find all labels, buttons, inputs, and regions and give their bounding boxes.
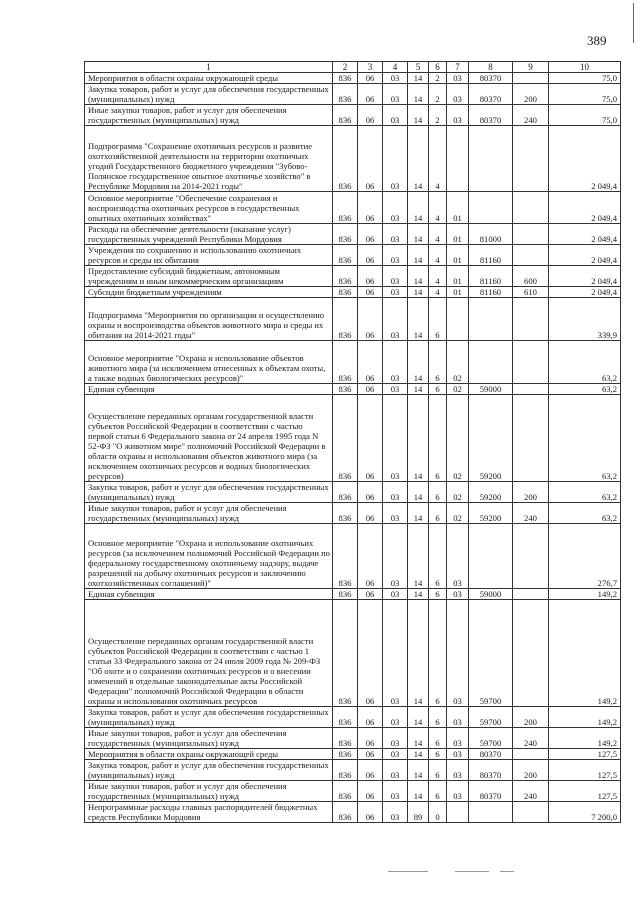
- code-cell: [513, 341, 549, 384]
- code-cell: 06: [358, 73, 383, 84]
- code-cell: 14: [408, 589, 429, 600]
- code-cell: 06: [358, 482, 383, 503]
- code-cell: 836: [333, 287, 358, 298]
- code-cell: 03: [383, 589, 408, 600]
- row-name-cell: Закупка товаров, работ и услуг для обеспечения государственных (муниципальных) нужд: [85, 482, 333, 503]
- code-cell: [469, 126, 513, 192]
- code-cell: 03: [383, 73, 408, 84]
- code-cell: 14: [408, 126, 429, 192]
- amount-cell: 149,2: [549, 707, 621, 728]
- row-name-cell: Расходы на обеспечение деятельности (оказание услуг) государственных учреждений Республики Мордовия: [85, 224, 333, 245]
- column-header: 9: [513, 62, 549, 73]
- code-cell: 06: [358, 395, 383, 482]
- code-cell: [447, 802, 469, 823]
- code-cell: 6: [429, 395, 447, 482]
- code-cell: 14: [408, 298, 429, 341]
- code-cell: 59700: [469, 728, 513, 749]
- amount-cell: 63,2: [549, 341, 621, 384]
- code-cell: 14: [408, 395, 429, 482]
- code-cell: [513, 126, 549, 192]
- amount-cell: 339,9: [549, 298, 621, 341]
- page-edge-line: [633, 3, 634, 43]
- amount-cell: 63,2: [549, 503, 621, 524]
- code-cell: 80370: [469, 105, 513, 126]
- table-row: [85, 384, 621, 395]
- code-cell: 836: [333, 760, 358, 781]
- code-cell: 01: [447, 224, 469, 245]
- code-cell: 836: [333, 84, 358, 105]
- code-cell: [513, 802, 549, 823]
- code-cell: 06: [358, 245, 383, 266]
- row-name-cell: Закупка товаров, работ и услуг для обеспечения государственных (муниципальных) нужд: [85, 760, 333, 781]
- code-cell: 836: [333, 707, 358, 728]
- code-cell: 03: [383, 384, 408, 395]
- code-cell: 14: [408, 707, 429, 728]
- code-cell: 2: [429, 105, 447, 126]
- code-cell: 03: [383, 126, 408, 192]
- code-cell: 836: [333, 503, 358, 524]
- column-header: 8: [469, 62, 513, 73]
- code-cell: 03: [447, 760, 469, 781]
- code-cell: 02: [447, 341, 469, 384]
- row-name-cell: Единая субвенция: [85, 589, 333, 600]
- code-cell: 836: [333, 105, 358, 126]
- code-cell: 200: [513, 760, 549, 781]
- code-cell: 03: [383, 341, 408, 384]
- table-row: [85, 341, 621, 384]
- code-cell: 80370: [469, 781, 513, 802]
- amount-cell: 2 049,4: [549, 126, 621, 192]
- code-cell: 03: [383, 760, 408, 781]
- amount-cell: 75,0: [549, 84, 621, 105]
- code-cell: 06: [358, 192, 383, 224]
- row-name-cell: Подпрограмма "Сохранение охотничьих ресурсов и развитие охотхозяйственной деятельности на территории охотничьих угодий Государственного бюджетного учреждения "Зубово-Полянское государственное опытное охотничье хозяйство" в Республике Мордовия на 2014-2021 годы": [85, 126, 333, 192]
- column-header: 2: [333, 62, 358, 73]
- code-cell: [469, 298, 513, 341]
- code-cell: 03: [383, 266, 408, 287]
- table-row: [85, 245, 621, 266]
- code-cell: 06: [358, 84, 383, 105]
- code-cell: 03: [383, 287, 408, 298]
- code-cell: 836: [333, 192, 358, 224]
- code-cell: 836: [333, 728, 358, 749]
- code-cell: 836: [333, 224, 358, 245]
- code-cell: 02: [447, 503, 469, 524]
- amount-cell: 127,5: [549, 760, 621, 781]
- code-cell: 14: [408, 73, 429, 84]
- amount-cell: 2 049,4: [549, 266, 621, 287]
- code-cell: 03: [383, 707, 408, 728]
- code-cell: [513, 224, 549, 245]
- amount-cell: 75,0: [549, 73, 621, 84]
- code-cell: 14: [408, 482, 429, 503]
- code-cell: 03: [447, 524, 469, 589]
- code-cell: 03: [447, 749, 469, 760]
- code-cell: 6: [429, 341, 447, 384]
- code-cell: 200: [513, 482, 549, 503]
- code-cell: 836: [333, 749, 358, 760]
- code-cell: 06: [358, 524, 383, 589]
- code-cell: 59700: [469, 707, 513, 728]
- code-cell: 6: [429, 707, 447, 728]
- column-header: 7: [447, 62, 469, 73]
- code-cell: [513, 749, 549, 760]
- amount-cell: 149,2: [549, 728, 621, 749]
- row-name-cell: Закупка товаров, работ и услуг для обеспечения государственных (муниципальных) нужд: [85, 84, 333, 105]
- code-cell: 14: [408, 781, 429, 802]
- code-cell: 06: [358, 287, 383, 298]
- code-cell: 03: [447, 728, 469, 749]
- code-cell: 81160: [469, 245, 513, 266]
- code-cell: 03: [383, 105, 408, 126]
- code-cell: 03: [383, 84, 408, 105]
- code-cell: [469, 524, 513, 589]
- code-cell: 02: [447, 482, 469, 503]
- code-cell: 6: [429, 524, 447, 589]
- code-cell: 80370: [469, 73, 513, 84]
- code-cell: 06: [358, 589, 383, 600]
- code-cell: 836: [333, 482, 358, 503]
- code-cell: 14: [408, 192, 429, 224]
- budget-table: [84, 61, 621, 823]
- code-cell: 200: [513, 84, 549, 105]
- code-cell: 01: [447, 287, 469, 298]
- code-cell: 03: [447, 73, 469, 84]
- code-cell: [469, 192, 513, 224]
- code-cell: [513, 192, 549, 224]
- code-cell: 80370: [469, 84, 513, 105]
- table-row: [85, 728, 621, 749]
- amount-cell: 63,2: [549, 482, 621, 503]
- code-cell: 03: [383, 482, 408, 503]
- code-cell: 836: [333, 600, 358, 707]
- amount-cell: 2 049,4: [549, 245, 621, 266]
- row-name-cell: Иные закупки товаров, работ и услуг для обеспечения государственных (муниципальных) нужд: [85, 503, 333, 524]
- row-name-cell: Мероприятия в области охраны окружающей среды: [85, 73, 333, 84]
- code-cell: 14: [408, 341, 429, 384]
- code-cell: 06: [358, 781, 383, 802]
- code-cell: 0: [429, 802, 447, 823]
- code-cell: 6: [429, 503, 447, 524]
- code-cell: 610: [513, 287, 549, 298]
- code-cell: 01: [447, 192, 469, 224]
- code-cell: 14: [408, 245, 429, 266]
- code-cell: 03: [383, 781, 408, 802]
- code-cell: 06: [358, 266, 383, 287]
- code-cell: 240: [513, 728, 549, 749]
- code-cell: 200: [513, 707, 549, 728]
- code-cell: 836: [333, 126, 358, 192]
- code-cell: 03: [383, 728, 408, 749]
- code-cell: 14: [408, 524, 429, 589]
- code-cell: 240: [513, 105, 549, 126]
- code-cell: 03: [383, 802, 408, 823]
- code-cell: 6: [429, 482, 447, 503]
- row-name-cell: Иные закупки товаров, работ и услуг для обеспечения государственных (муниципальных) нужд: [85, 728, 333, 749]
- code-cell: 03: [383, 524, 408, 589]
- code-cell: 81160: [469, 287, 513, 298]
- code-cell: 240: [513, 503, 549, 524]
- code-cell: [469, 802, 513, 823]
- code-cell: 03: [447, 600, 469, 707]
- code-cell: 6: [429, 600, 447, 707]
- column-header: 1: [85, 62, 333, 73]
- code-cell: 6: [429, 384, 447, 395]
- code-cell: [513, 245, 549, 266]
- code-cell: 06: [358, 600, 383, 707]
- table-row: [85, 266, 621, 287]
- code-cell: 06: [358, 503, 383, 524]
- code-cell: 03: [383, 749, 408, 760]
- code-cell: 06: [358, 384, 383, 395]
- table-row: [85, 287, 621, 298]
- code-cell: 836: [333, 341, 358, 384]
- row-name-cell: Предоставление субсидий бюджетным, автономным учреждениям и иным некоммерческим организациям: [85, 266, 333, 287]
- code-cell: 06: [358, 760, 383, 781]
- table-row: [85, 781, 621, 802]
- code-cell: 02: [447, 384, 469, 395]
- code-cell: 03: [447, 707, 469, 728]
- code-cell: 4: [429, 192, 447, 224]
- code-cell: 14: [408, 105, 429, 126]
- row-name-cell: Основное мероприятие "Обеспечение сохранения и воспроизводства охотничьих ресурсов в государственных опытных охотничьих хозяйствах": [85, 192, 333, 224]
- code-cell: 836: [333, 802, 358, 823]
- code-cell: 03: [447, 84, 469, 105]
- table-row: [85, 589, 621, 600]
- code-cell: 81000: [469, 224, 513, 245]
- row-name-cell: Субсидии бюджетным учреждениям: [85, 287, 333, 298]
- row-name-cell: Учреждения по сохранению и использованию охотничьих ресурсов и среды их обитания: [85, 245, 333, 266]
- row-name-cell: Единая субвенция: [85, 384, 333, 395]
- code-cell: 02: [447, 395, 469, 482]
- table-row: [85, 192, 621, 224]
- amount-cell: 75,0: [549, 105, 621, 126]
- code-cell: 01: [447, 245, 469, 266]
- amount-cell: 127,5: [549, 749, 621, 760]
- row-name-cell: Иные закупки товаров, работ и услуг для обеспечения государственных (муниципальных) нужд: [85, 105, 333, 126]
- code-cell: [513, 298, 549, 341]
- table-row: [85, 224, 621, 245]
- row-name-cell: Мероприятия в области охраны окружающей среды: [85, 749, 333, 760]
- row-name-cell: Основное мероприятие "Охрана и использование охотничьих ресурсов (за исключением полномочий Российской Федерации по федеральному государственному охотничьему надзору, выдаче разрешений на добычу охотничьих ресурсов и заключению охотхозяйственных соглашений)": [85, 524, 333, 589]
- table-row: [85, 707, 621, 728]
- code-cell: 89: [408, 802, 429, 823]
- code-cell: 06: [358, 341, 383, 384]
- table-row: [85, 105, 621, 126]
- code-cell: 14: [408, 760, 429, 781]
- amount-cell: 2 049,4: [549, 192, 621, 224]
- code-cell: 14: [408, 287, 429, 298]
- code-cell: 14: [408, 503, 429, 524]
- column-header: 4: [383, 62, 408, 73]
- code-cell: [513, 384, 549, 395]
- code-cell: 06: [358, 802, 383, 823]
- code-cell: 14: [408, 266, 429, 287]
- code-cell: 4: [429, 126, 447, 192]
- code-cell: 836: [333, 384, 358, 395]
- row-name-cell: Подпрограмма "Мероприятия по организации и осуществлению охраны и воспроизводства объектов животного мира и среды их обитания на 2014-2021 годы": [85, 298, 333, 341]
- code-cell: [513, 589, 549, 600]
- code-cell: 14: [408, 224, 429, 245]
- code-cell: 4: [429, 245, 447, 266]
- code-cell: 4: [429, 224, 447, 245]
- code-cell: [513, 524, 549, 589]
- column-header: 6: [429, 62, 447, 73]
- code-cell: 06: [358, 728, 383, 749]
- code-cell: 06: [358, 126, 383, 192]
- footer-mark: [388, 871, 428, 872]
- footer-mark: [455, 871, 489, 872]
- code-cell: 81160: [469, 266, 513, 287]
- code-cell: 14: [408, 749, 429, 760]
- code-cell: 80370: [469, 749, 513, 760]
- table-row: [85, 73, 621, 84]
- amount-cell: 7 200,0: [549, 802, 621, 823]
- code-cell: 6: [429, 298, 447, 341]
- code-cell: 03: [383, 224, 408, 245]
- code-cell: 2: [429, 84, 447, 105]
- code-cell: 836: [333, 245, 358, 266]
- table-row: [85, 749, 621, 760]
- table-row: [85, 482, 621, 503]
- row-name-cell: Осуществление переданных органам государственной власти субъектов Российской Федерации в соответствии с частью первой статьи 6 Федерального закона от 24 апреля 1995 года N 52-ФЗ "О животном мире" полномочий Российской Федерации в области охраны и использования объектов животного мира (за исключением охотничьих ресурсов и водных биологических ресурсов): [85, 395, 333, 482]
- code-cell: [513, 600, 549, 707]
- table-row: [85, 802, 621, 823]
- code-cell: 06: [358, 224, 383, 245]
- amount-cell: 2 049,4: [549, 224, 621, 245]
- code-cell: 240: [513, 781, 549, 802]
- amount-cell: 2 049,4: [549, 287, 621, 298]
- code-cell: 06: [358, 749, 383, 760]
- code-cell: 2: [429, 73, 447, 84]
- code-cell: 6: [429, 728, 447, 749]
- table-header-row: [85, 62, 621, 73]
- code-cell: 836: [333, 589, 358, 600]
- code-cell: 6: [429, 589, 447, 600]
- code-cell: 59200: [469, 503, 513, 524]
- code-cell: 03: [383, 192, 408, 224]
- row-name-cell: Непрограммные расходы главных распорядителей бюджетных средств Республики Мордовия: [85, 802, 333, 823]
- table-row: [85, 298, 621, 341]
- page-number: 389: [587, 33, 607, 48]
- code-cell: 03: [383, 503, 408, 524]
- row-name-cell: Осуществление переданных органам государственной власти субъектов Российской Федерации в соответствии с частью 1 статьи 33 Федерального закона от 24 июля 2009 года № 209-ФЗ "Об охоте и о сохранении охотничьих ресурсов и о внесении изменений в отдельные законодательные акты Российской Федерации" полномочий Российской Федерации в области охраны и использования охотничьих ресурсов: [85, 600, 333, 707]
- table-row: [85, 126, 621, 192]
- code-cell: 59000: [469, 384, 513, 395]
- code-cell: [447, 298, 469, 341]
- code-cell: 14: [408, 384, 429, 395]
- code-cell: 836: [333, 298, 358, 341]
- code-cell: 4: [429, 266, 447, 287]
- table-row: [85, 600, 621, 707]
- column-header: 5: [408, 62, 429, 73]
- code-cell: 4: [429, 287, 447, 298]
- code-cell: 03: [383, 600, 408, 707]
- amount-cell: 149,2: [549, 589, 621, 600]
- row-name-cell: Закупка товаров, работ и услуг для обеспечения государственных (муниципальных) нужд: [85, 707, 333, 728]
- code-cell: 836: [333, 781, 358, 802]
- code-cell: [513, 395, 549, 482]
- code-cell: 836: [333, 266, 358, 287]
- code-cell: [447, 126, 469, 192]
- row-name-cell: Иные закупки товаров, работ и услуг для обеспечения государственных (муниципальных) нужд: [85, 781, 333, 802]
- code-cell: 836: [333, 73, 358, 84]
- code-cell: [469, 341, 513, 384]
- code-cell: 6: [429, 760, 447, 781]
- code-cell: 06: [358, 105, 383, 126]
- code-cell: 03: [447, 589, 469, 600]
- amount-cell: 63,2: [549, 395, 621, 482]
- code-cell: 80370: [469, 760, 513, 781]
- code-cell: 01: [447, 266, 469, 287]
- code-cell: 14: [408, 84, 429, 105]
- code-cell: 6: [429, 781, 447, 802]
- code-cell: 14: [408, 600, 429, 707]
- table-row: [85, 524, 621, 589]
- code-cell: 59000: [469, 589, 513, 600]
- code-cell: 03: [447, 105, 469, 126]
- code-cell: 836: [333, 524, 358, 589]
- code-cell: 59200: [469, 395, 513, 482]
- code-cell: 03: [383, 245, 408, 266]
- code-cell: [513, 73, 549, 84]
- code-cell: 836: [333, 395, 358, 482]
- column-header: 10: [549, 62, 621, 73]
- footer-mark: [500, 871, 514, 872]
- code-cell: 03: [383, 395, 408, 482]
- column-header: 3: [358, 62, 383, 73]
- code-cell: 600: [513, 266, 549, 287]
- table-row: [85, 395, 621, 482]
- code-cell: 03: [383, 298, 408, 341]
- amount-cell: 276,7: [549, 524, 621, 589]
- code-cell: 03: [447, 781, 469, 802]
- code-cell: 59700: [469, 600, 513, 707]
- code-cell: 06: [358, 707, 383, 728]
- code-cell: 14: [408, 728, 429, 749]
- table-row: [85, 84, 621, 105]
- row-name-cell: Основное мероприятие "Охрана и использование объектов животного мира (за исключением отнесенных к объектам охоты, а также водных биологических ресурсов)": [85, 341, 333, 384]
- code-cell: 06: [358, 298, 383, 341]
- amount-cell: 63,2: [549, 384, 621, 395]
- table-row: [85, 760, 621, 781]
- amount-cell: 127,5: [549, 781, 621, 802]
- amount-cell: 149,2: [549, 600, 621, 707]
- code-cell: 59200: [469, 482, 513, 503]
- table-row: [85, 503, 621, 524]
- code-cell: 6: [429, 749, 447, 760]
